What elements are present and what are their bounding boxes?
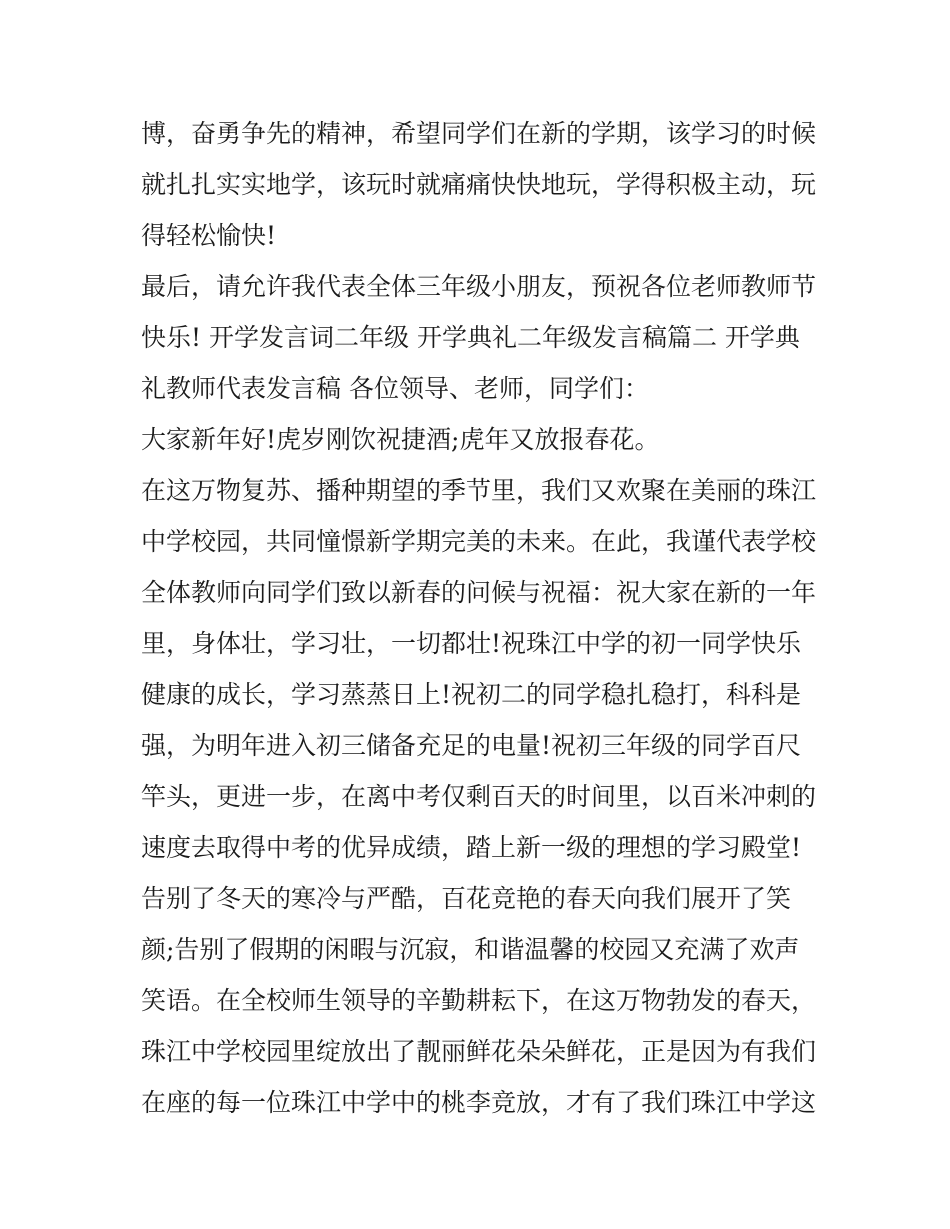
text-line: 全体教师向同学们致以新春的问候与祝福：祝大家在新的一年 [141, 578, 817, 607]
text-line: 博，奋勇争先的精神，希望同学们在新的学期，该学习的时候 [141, 119, 817, 148]
text-line: 颜;告别了假期的闲暇与沉寂，和谐温馨的校园又充满了欢声 [141, 935, 800, 964]
text-line: 在这万物复苏、播种期望的季节里，我们又欢聚在美丽的珠江 [141, 476, 817, 505]
paragraph [141, 465, 821, 873]
text-line: 里，身体壮，学习壮，一切都壮!祝珠江中学的初一同学快乐 [141, 629, 802, 658]
text-line: 珠江中学校园里绽放出了靓丽鲜花朵朵鲜花，正是因为有我们 [141, 1037, 817, 1066]
text-line: 笑语。在全校师生领导的辛勤耕耘下，在这万物勃发的春天， [141, 986, 817, 1015]
text-line: 告别了冬天的寒冷与严酷，百花竞艳的春天向我们展开了笑 [141, 884, 792, 913]
text-line: 竿头，更进一步，在离中考仅剩百天的时间里，以百米冲刺的 [141, 782, 817, 811]
text-line: 强，为明年进入初三储备充足的电量!祝初三年级的同学百尺 [141, 731, 802, 760]
text-line: 最后，请允许我代表全体三年级小朋友，预祝各位老师教师节 [141, 272, 817, 301]
text-line: 快乐! 开学发言词二年级 开学典礼二年级发言稿篇二 开学典 [141, 323, 800, 352]
paragraph [141, 108, 821, 261]
paragraph [141, 873, 821, 1128]
text-line: 就扎扎实实地学，该玩时就痛痛快快地玩，学得积极主动，玩 [141, 170, 817, 199]
text-line: 健康的成长，学习蒸蒸日上!祝初二的同学稳扎稳打，科科是 [141, 680, 802, 709]
text-line: 在座的每一位珠江中学中的桃李竞放，才有了我们珠江中学这 [141, 1088, 817, 1117]
paragraph [141, 261, 821, 414]
text-line: 大家新年好!虎岁刚饮祝捷酒;虎年又放报春花。 [141, 425, 660, 454]
paragraph [141, 414, 821, 465]
text-line: 礼教师代表发言稿 各位领导、老师，同学们： [141, 374, 649, 403]
text-line: 得轻松愉快! [141, 221, 277, 250]
text-line: 速度去取得中考的优异成绩，踏上新一级的理想的学习殿堂! [141, 833, 802, 862]
text-line: 中学校园，共同憧憬新学期完美的未来。在此，我谨代表学校 [141, 527, 817, 556]
document-body [141, 108, 821, 1128]
